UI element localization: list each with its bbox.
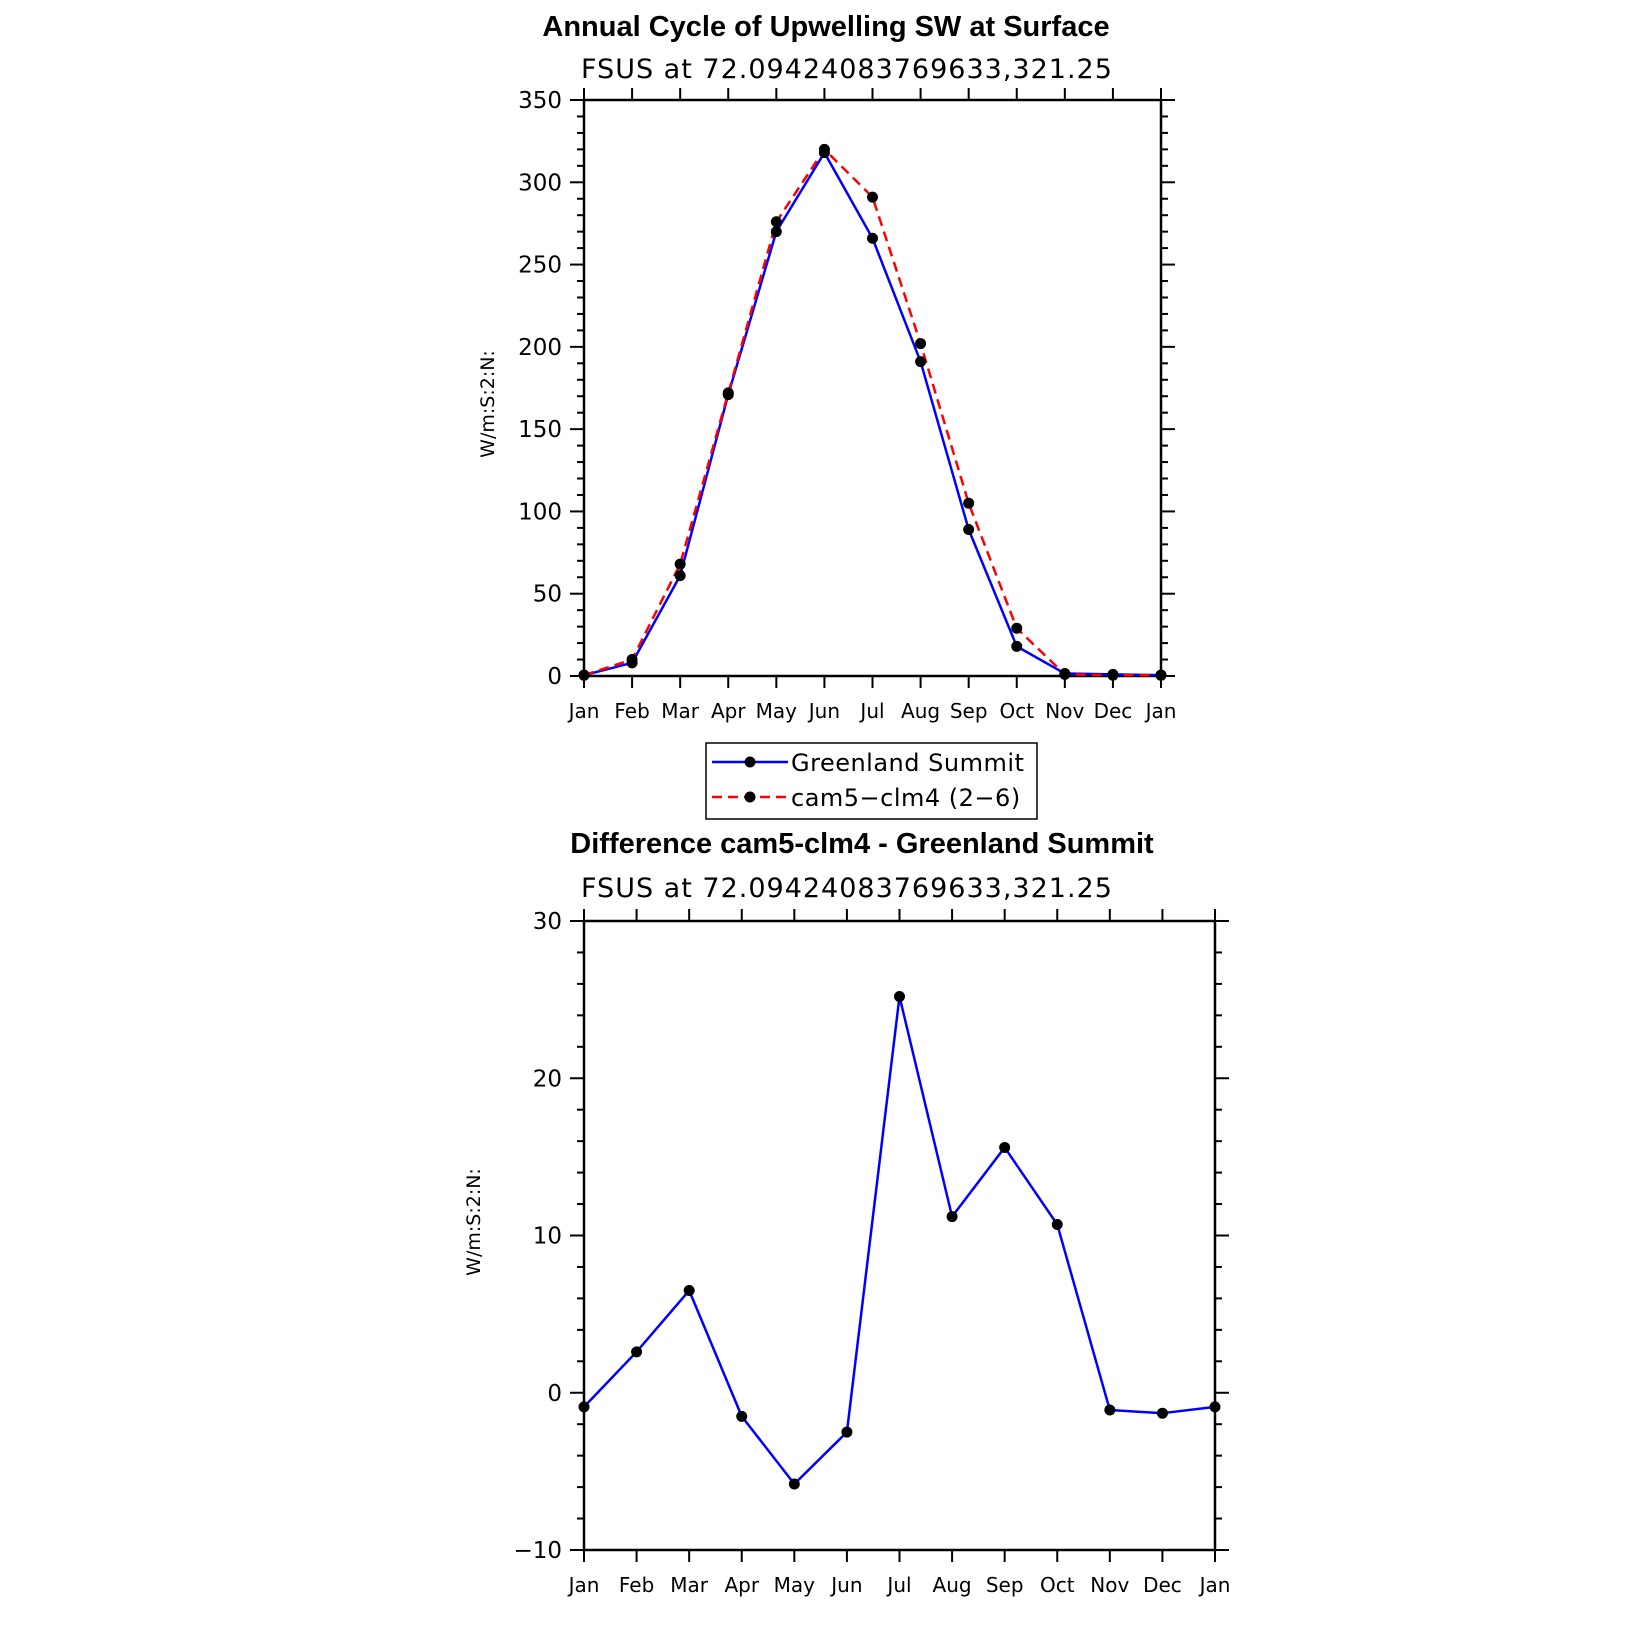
x-tick-label: Aug [901,699,941,723]
x-tick-label: Jun [831,1573,863,1597]
data-point [579,1401,590,1412]
x-tick-label: Nov [1090,1573,1130,1597]
data-point [963,524,974,535]
axes-frame [570,88,1175,688]
x-tick-label: Mar [670,1573,709,1597]
axes-frame [570,909,1229,1562]
y-tick-label: 350 [518,88,562,114]
x-tick-label: Dec [1093,699,1133,723]
chart-title: Difference cam5-clm4 - Greenland Summit [570,828,1154,860]
data-point [789,1478,800,1489]
chart-annual-cycle [477,11,1176,819]
y-tick-label: 20 [532,1066,562,1093]
data-point [915,338,926,349]
data-point [1011,641,1022,652]
data-point [947,1211,958,1222]
data-point [1210,1401,1221,1412]
x-tick-label: Jan [1199,1573,1231,1597]
data-point [675,559,686,570]
y-axis-label: W/m:S:2:N: [463,1168,485,1276]
y-tick-label: 30 [532,909,562,935]
x-tick-label: Dec [1143,1573,1182,1597]
x-tick-label: May [755,699,798,723]
y-tick-label: 150 [518,417,562,444]
series-line-1 [584,149,1161,675]
x-tick-label: Apr [710,699,746,723]
y-tick-label: 10 [532,1223,562,1250]
chart-difference [463,828,1230,1597]
series-lines [579,144,1167,681]
x-tick-label: Sep [949,699,988,723]
data-point [771,216,782,227]
chart-subtitle: FSUS at 72.09424083769633,321.25 [581,54,1113,85]
series-line-0 [584,153,1161,676]
data-point [723,387,734,398]
x-tick-label: Mar [661,699,700,723]
x-tick-label: Jan [568,1573,600,1597]
data-point [627,654,638,665]
data-point [867,192,878,203]
x-tick-label: Oct [999,699,1035,723]
x-tick-label: Jan [568,699,600,723]
y-tick-label: 200 [518,334,562,361]
x-tick-label: Jul [860,699,885,723]
chart-subtitle: FSUS at 72.09424083769633,321.25 [581,873,1113,904]
x-tick-label: Nov [1045,699,1085,723]
x-tick-labels [567,699,1177,723]
series-lines [579,991,1221,1489]
legend-marker-greenland [745,757,756,768]
series-line-0 [584,996,1215,1483]
chart-title: Annual Cycle of Upwelling SW at Surface [542,11,1110,43]
data-point [684,1285,695,1296]
data-point [675,570,686,581]
y-tick-label: 50 [532,581,562,608]
y-tick-label: 0 [547,664,562,690]
data-point [867,233,878,244]
x-tick-label: Jul [887,1573,912,1597]
plot-area-border [584,921,1215,1550]
data-point [819,144,830,155]
legend-marker-cam5 [745,792,756,803]
y-axis-label: W/m:S:2:N: [477,350,499,458]
data-point [1156,670,1167,681]
data-point [963,498,974,509]
legend-label-cam5: cam5−clm4 (2−6) [791,784,1021,812]
data-point [1104,1405,1115,1416]
data-point [841,1427,852,1438]
x-tick-label: Feb [618,1573,655,1597]
y-tick-labels [513,909,562,1564]
data-point [894,991,905,1002]
data-point [1011,623,1022,634]
x-tick-label: Feb [614,699,650,723]
y-tick-labels [518,88,562,690]
legend [706,743,1037,819]
x-tick-label: Aug [932,1573,972,1597]
data-point [631,1346,642,1357]
data-point [579,670,590,681]
y-tick-label: 0 [547,1380,562,1407]
x-tick-labels [567,1573,1231,1597]
plot-area-border [584,100,1161,676]
data-point [736,1411,747,1422]
legend-label-greenland: Greenland Summit [791,749,1025,777]
data-point [1052,1219,1063,1230]
y-tick-label: 100 [518,499,562,526]
x-tick-label: Jun [808,699,841,723]
y-tick-label: 300 [518,170,562,197]
y-tick-label: 250 [518,252,562,279]
data-point [915,356,926,367]
x-tick-label: Jan [1145,699,1177,723]
data-point [1059,669,1070,680]
data-point [1107,670,1118,681]
x-tick-label: Apr [724,1573,760,1597]
data-point [999,1142,1010,1153]
data-point [771,226,782,237]
y-tick-label: −10 [513,1538,562,1564]
x-tick-label: Sep [985,1573,1024,1597]
x-tick-label: May [773,1573,816,1597]
data-point [1157,1408,1168,1419]
x-tick-label: Oct [1039,1573,1075,1597]
